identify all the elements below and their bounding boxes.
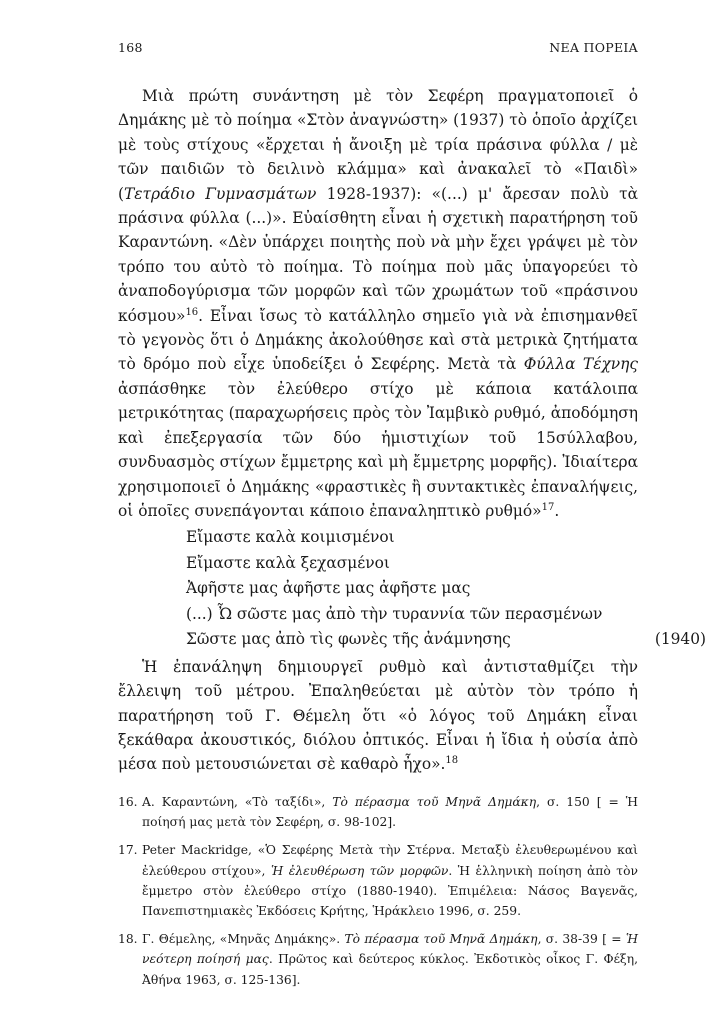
poem-line: Εἴμαστε καλὰ ξεχασμένοι <box>186 553 390 572</box>
footnote-text: , σ. 38-39 [ = <box>537 932 626 947</box>
paragraph-2 <box>118 655 638 777</box>
p2-text: Ἡ ἐπανάληψη δημιουργεῖ ρυθμὸ καὶ ἀντισταθμίζει τὴν ἔλλειψη τοῦ μέτρου. Ἐπαληθεύεται μὲ αὐτὸν τὸν τρόπο ἡ παρατήρηση τοῦ Γ. Θέμελη ὅτι «ὁ λόγος τοῦ Δημάκη εἶναι ξεκάθαρα ἀκουστικός, διόλου ὀπτικός. Εἶναι ἡ ἴδια ἡ οὐσία ἀπὸ μέσα ποὺ μετουσιώνεται σὲ καθαρὸ ἦχο». <box>118 657 638 774</box>
footnote-17 <box>118 840 638 921</box>
footnote-title: Ἡ νεότερη ποίησή μας <box>142 932 639 967</box>
footnote-number: 17. <box>118 843 138 858</box>
poem-year: (1940) <box>654 630 706 649</box>
poem-quote <box>186 525 706 653</box>
footnote-text: , σ. 150 [ = Ἡ ποίησή μας μετὰ τὸν Σεφέρη, σ. 98-102]. <box>142 795 638 830</box>
footnote-text: Γ. Θέμελης, «Μηνᾶς Δημάκης». <box>142 932 345 947</box>
footnote-text: Peter Mackridge, «Ὁ Σεφέρης Μετὰ τὴν Στέρνα. Μεταξὺ ἐλευθερωμένου καὶ ἐλεύθερου στίχου», <box>142 843 638 878</box>
footnote-16 <box>118 792 638 832</box>
footnotes <box>118 792 638 998</box>
footnote-ref-16[interactable]: 16 <box>185 306 199 318</box>
poem-line: Ἀφῆστε μας ἀφῆστε μας ἀφῆστε μας <box>186 579 471 598</box>
p1-title-tetradio: Τετράδιο Γυμνασμάτων <box>124 184 317 203</box>
p1-title-fylla-technis: Φύλλα Τέχνης <box>523 355 638 374</box>
footnote-ref-18[interactable]: 18 <box>445 755 459 767</box>
p1-text-2: 1928-1937): «(...) μ' ἄρεσαν πολὺ τὰ πράσινα φύλλα (...)». Εὐαίσθητη εἶναι ἡ σχετικὴ παρατήρηση τοῦ Καραντώνη. «Δὲν ὑπάρχει ποιητὴς ποὺ νὰ μὴν ἔχει γράψει μὲ τὸν τρόπο του αὐτὸ τὸ ποίημα. Τὸ ποίημα ποὺ μᾶς ὑπαγορεύει τὸ ἀναποδογύρισμα τῶν μορφῶν καὶ τῶν χρωμάτων τοῦ «πράσινου κόσμου» <box>118 184 638 325</box>
poem-line-text: Σῶστε μας ἀπὸ τὶς φωνὲς τῆς ἀνάμνησης <box>186 630 511 649</box>
poem-line-last <box>186 627 706 653</box>
p1-text-4: ἀσπάσθηκε τὸν ἐλεύθερο στίχο μὲ κάποια κατάλοιπα μετρικότητας (παραχωρήσεις πρὸς τὸν Ἰαμβικὸ ρυθμό, ἀποδόμηση καὶ ἐπεξεργασία τῶν δύο ἡμιστιχίων τοῦ 15σύλλαβου, συνδυασμὸς στίχων ἔμμετρης καὶ μὴ ἔμμετρης μορφῆς). Ἰδιαίτερα χρησιμοποιεῖ ὁ Δημάκης «φραστικὲς ἢ συντακτικὲς ἐπαναλήψεις, οἱ ὁποῖες συνεπάγονται κάποιο ἐπαναληπτικὸ ρυθμό» <box>118 379 638 520</box>
body-text <box>118 84 706 777</box>
footnote-text: . Πρῶτος καὶ δεύτερος κύκλος. Ἐκδοτικὸς οἶκος Γ. Φέξη, Ἀθήνα 1963, σ. 125-136]. <box>142 952 638 987</box>
page-number: 168 <box>118 40 143 55</box>
footnote-number: 16. <box>118 795 138 809</box>
page-header <box>118 40 638 60</box>
p1-text-3: . Εἶναι ἴσως τὸ κατάλληλο σημεῖο γιὰ νὰ ἐπισημανθεῖ τὸ γεγονὸς ὅτι ὁ Δημάκης ἀκολούθησε καὶ στὰ μετρικὰ ζητήματα τὸ δρόμο ποὺ εἶχε ὑποδείξει ὁ Σεφέρης. Μετὰ τὰ <box>118 306 638 374</box>
footnote-ref-17[interactable]: 17 <box>541 501 555 513</box>
poem-line: Εἴμαστε καλὰ κοιμισμένοι <box>186 528 395 547</box>
footnote-text: Α. Καραντώνη, «Τὸ ταξίδι», <box>142 795 333 809</box>
poem-line: (...) Ὦ σῶστε μας ἀπὸ τὴν τυραννία τῶν περασμένων <box>186 604 603 623</box>
footnote-title: Τὸ πέρασμα τοῦ Μηνᾶ Δημάκη <box>332 795 537 809</box>
p1-text-5: . <box>554 501 560 520</box>
running-head: ΝΕΑ ΠΟΡΕΙΑ <box>549 40 638 55</box>
paragraph-1 <box>118 84 638 523</box>
footnote-text: . Ἡ ἑλληνικὴ ποίηση ἀπὸ τὸν ἔμμετρο στὸν ἐλεύθερο στίχο (1880-1940). Ἐπιμέλεια: Νάσος Βαγενᾶς, Πανεπιστημιακὲς Ἐκδόσεις Κρήτης, Ἡράκλειο 1996, σ. 259. <box>142 863 638 919</box>
footnote-title: Ἡ ἐλευθέρωση τῶν μορφῶν <box>271 863 449 878</box>
footnote-title: Τὸ πέρασμα τοῦ Μηνᾶ Δημάκη <box>344 932 538 947</box>
footnote-number: 18. <box>118 932 138 947</box>
p1-text-1: Μιὰ πρώτη συνάντηση μὲ τὸν Σεφέρη πραγματοποιεῖ ὁ Δημάκης μὲ τὸ ποίημα «Στὸν ἀναγνώστη» (1937) τὸ ὁποῖο ἀρχίζει μὲ τοὺς στίχους «ἔρχεται ἡ ἄνοιξη μὲ τρία πράσινα φύλλα / μὲ τῶν παιδιῶν τὸ δειλινὸ κλάμμα» καὶ ἀνακαλεῖ τὸ «Παιδὶ» ( <box>118 87 638 203</box>
footnote-18 <box>118 929 638 990</box>
